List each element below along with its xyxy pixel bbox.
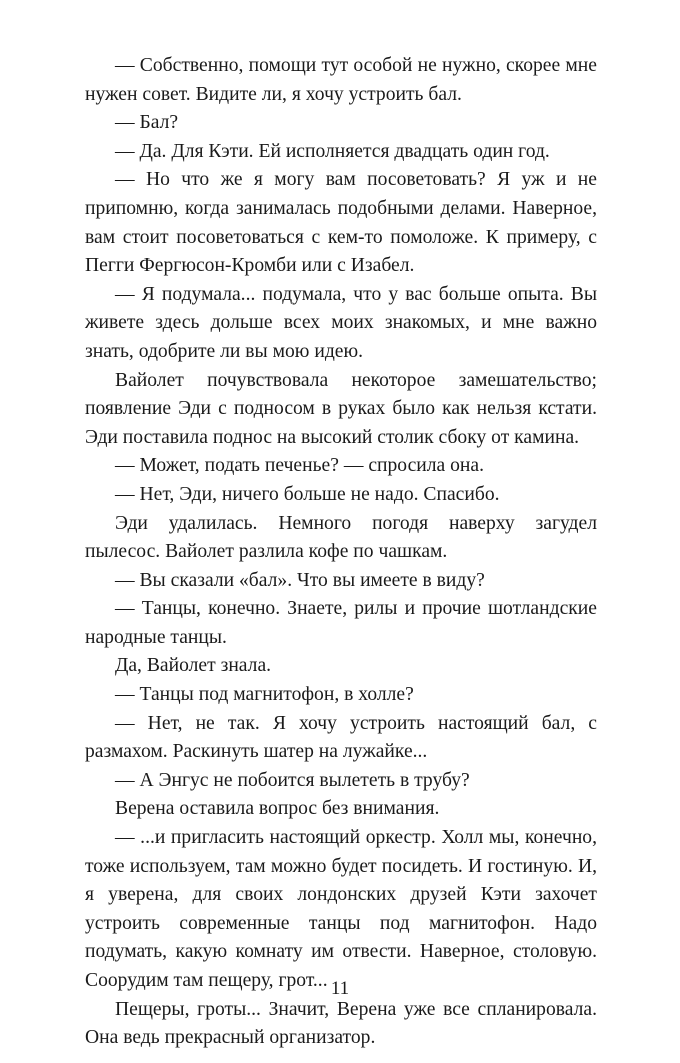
- paragraph-17: — ...и пригласить настоящий оркестр. Холл мы, конечно, тоже используем, там можно будет посидеть. И гостиную. И, я уверена, для своих лондонских друзей Кэти захочет устроить современные танцы под магнитофон. Надо подумать, какую комнату им отвести. Наверное, столовую. Соорудим там пещеру, грот...: [85, 827, 597, 991]
- paragraph-16: Верена оставила вопрос без внимания.: [115, 798, 440, 820]
- paragraph-6: Вайолет почувствовала некоторое замешательство; появление Эди с подносом в руках было как нельзя кстати. Эди поставила поднос на высокий столик сбоку от камина.: [85, 369, 597, 448]
- paragraph-2: — Бал?: [115, 112, 179, 134]
- paragraph-9: Эди удалилась. Немного погодя наверху загудел пылесос. Вайолет разлила кофе по чашкам.: [85, 512, 597, 563]
- book-page-body: [85, 52, 597, 1053]
- paragraph-13: — Танцы под магнитофон, в холле?: [115, 684, 414, 706]
- paragraph-12: Да, Вайолет знала.: [115, 655, 272, 677]
- paragraph-14: — Нет, не так. Я хочу устроить настоящий бал, с размахом. Раскинуть шатер на лужайке...: [85, 712, 597, 763]
- paragraph-15: — А Энгус не побоится вылететь в трубу?: [115, 769, 470, 791]
- paragraph-4: — Но что же я могу вам посоветовать? Я уж и не припомню, когда занималась подобными делами. Наверное, вам стоит посоветоваться с кем-то помоложе. К примеру, с Пегги Фергюсон-Кромби или с Изабел.: [85, 169, 597, 277]
- paragraph-7: — Может, подать печенье? — спросила она.: [115, 455, 485, 477]
- paragraph-3: — Да. Для Кэти. Ей исполняется двадцать один год.: [115, 140, 550, 162]
- paragraph-5: — Я подумала... подумала, что у вас больше опыта. Вы живете здесь дольше всех моих знакомых, и мне важно знать, одобрите ли вы мою идею.: [85, 283, 597, 362]
- paragraph-1: — Собственно, помощи тут особой не нужно, скорее мне нужен совет. Видите ли, я хочу устроить бал.: [85, 55, 597, 105]
- paragraph-11: — Танцы, конечно. Знаете, рилы и прочие шотландские народные танцы.: [85, 598, 597, 648]
- paragraph-10: — Вы сказали «бал». Что вы имеете в виду?: [115, 569, 485, 591]
- page-number: 11: [330, 978, 350, 999]
- paragraph-8: — Нет, Эди, ничего больше не надо. Спасибо.: [115, 483, 500, 505]
- paragraph-18: Пещеры, гроты... Значит, Верена уже все спланировала. Она ведь прекрасный организатор.: [85, 998, 597, 1049]
